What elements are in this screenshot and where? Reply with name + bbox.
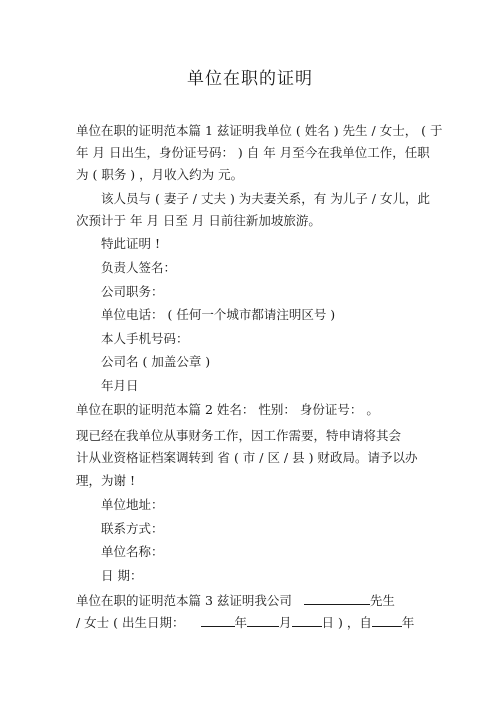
text-segment: 年 (401, 615, 415, 630)
text-line: 该人员与 ( 妻子 / 丈夫 ) 为夫妻关系，有 为儿子 / 女儿，此 (101, 191, 430, 206)
text-segment: 先生 (369, 593, 395, 608)
text-line: 理，为谢 ! (76, 473, 135, 488)
text-line: 现已经在我单位从事财务工作，因工作需要，特申请将其会 (76, 428, 402, 443)
fill-blank (201, 614, 235, 627)
text-line: 为 ( 职务 ) ，月收入约为 元。 (76, 167, 244, 182)
text-segment: 年 (234, 615, 248, 630)
text-segment: 单位在职的证明范本篇 3 兹证明我公司 (76, 593, 292, 608)
text-line: 单位在职的证明范本篇 2 姓名： 性别： 身份证号： 。 (76, 402, 379, 417)
text-line: 计从业资格证档案调转到 省 ( 市 / 区 / 县 ) 财政局。请予以办 (76, 450, 418, 465)
text-line: 次预计于 年 月 日至 月 日前往新加坡旅游。 (76, 213, 321, 228)
text-line: 单位在职的证明范本篇 1 兹证明我单位 ( 姓名 ) 先生 / 女士， ( 于 (76, 123, 443, 138)
text-line: 单位地址： (101, 497, 164, 512)
text-line: 联系方式： (101, 521, 164, 536)
text-segment: 月 (279, 615, 292, 630)
document-title: 单位在职的证明 (187, 69, 313, 89)
fill-blank (292, 614, 322, 627)
text-line: 特此证明 ! (101, 236, 160, 251)
text-line: 负责人签名： (101, 260, 177, 275)
text-segment: 日 ) ，自 (321, 615, 372, 630)
text-line: 日 期： (101, 568, 143, 583)
text-line: 本人手机号码： (101, 331, 189, 346)
text-line: 单位名称： (101, 544, 164, 559)
text-line: 年月日 (101, 378, 139, 393)
text-segment: / 女士 ( 出生日期： (76, 615, 185, 630)
text-line: 单位电话： ( 任何一个城市都请注明区号 ) (101, 307, 336, 322)
fill-blank (372, 614, 402, 627)
fill-blank (304, 592, 370, 605)
text-line: 公司职务： (101, 284, 164, 299)
text-line (76, 614, 440, 631)
text-line: 年 月 日出生，身份证号码： ) 自 年 月至今在我单位工作，任职 (76, 145, 430, 160)
text-line (76, 592, 440, 609)
text-line: 公司名 ( 加盖公章 ) (101, 354, 211, 369)
fill-blank (247, 614, 279, 627)
